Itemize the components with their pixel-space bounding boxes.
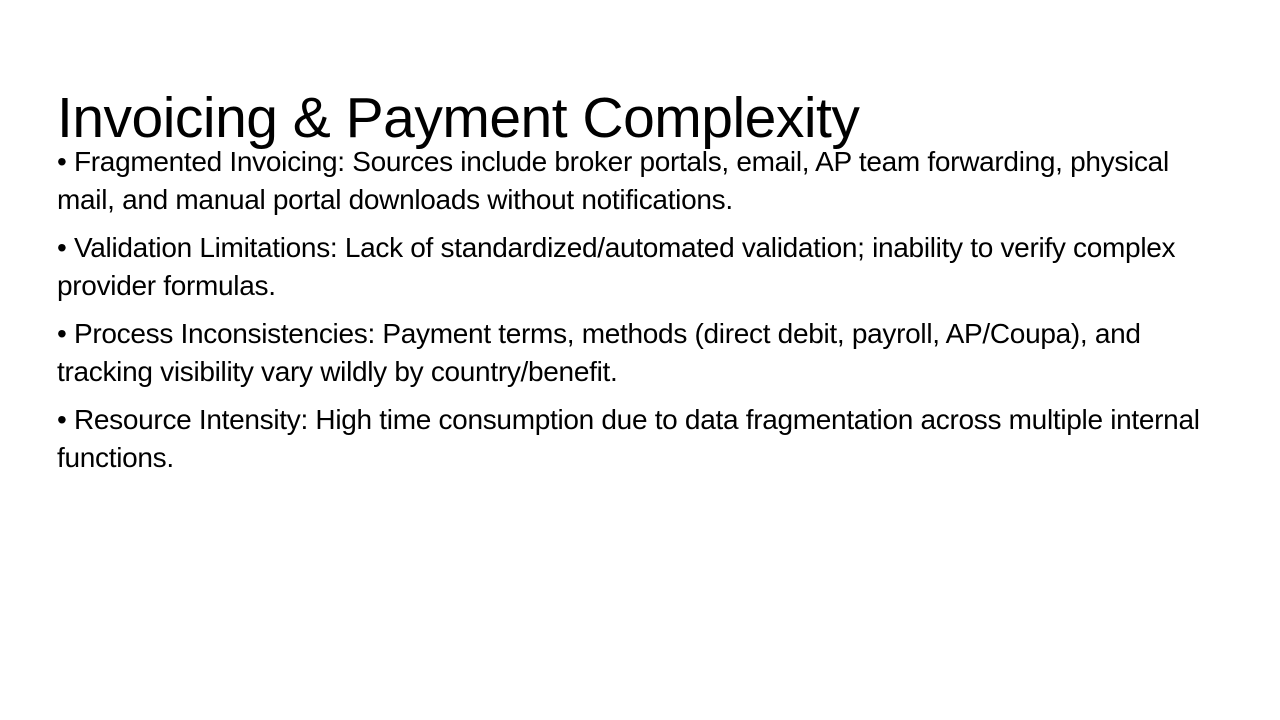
bullet-marker-icon: • <box>57 232 74 263</box>
bullet-marker-icon: • <box>57 318 74 349</box>
bullet-marker-icon: • <box>57 146 74 177</box>
bullet-item-validation-limitations <box>57 229 1223 305</box>
bullet-text: Process Inconsistencies: Payment terms, methods (direct debit, payroll, AP/Coupa), and tracking visibility vary wildly by country/benefit. <box>57 318 1141 387</box>
bullet-marker-icon: • <box>57 404 74 435</box>
bullet-list <box>57 143 1223 487</box>
bullet-item-resource-intensity <box>57 401 1223 477</box>
bullet-text: Fragmented Invoicing: Sources include broker portals, email, AP team forwarding, physical mail, and manual portal downloads without notifications. <box>57 146 1169 215</box>
bullet-text: Validation Limitations: Lack of standardized/automated validation; inability to verify complex provider formulas. <box>57 232 1176 301</box>
bullet-text: Resource Intensity: High time consumption due to data fragmentation across multiple internal functions. <box>57 404 1200 473</box>
slide-title: Invoicing & Payment Complexity <box>57 86 860 151</box>
bullet-item-process-inconsistencies <box>57 315 1223 391</box>
bullet-item-fragmented-invoicing <box>57 143 1223 219</box>
